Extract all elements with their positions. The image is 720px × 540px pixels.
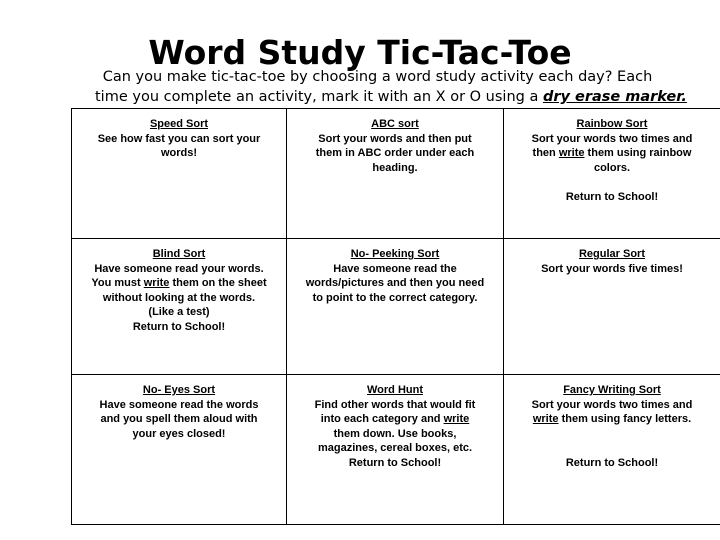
cell-text: without looking at the words. xyxy=(102,291,256,304)
cell-text: heading. xyxy=(372,161,418,174)
cell-text: (Like a test) xyxy=(148,306,210,318)
cell-text: words/pictures and then you need xyxy=(305,277,485,289)
cell-rainbow-sort[interactable] xyxy=(504,109,720,239)
instructions-line-2-text: time you complete an activity, mark it with an X or O using a xyxy=(95,89,543,105)
cell-speed-sort[interactable] xyxy=(72,109,287,239)
write-emphasis: write xyxy=(143,277,170,289)
cell-word-hunt[interactable] xyxy=(287,375,504,525)
cell-text: magazines, cereal boxes, etc. xyxy=(317,442,473,454)
cell-no-eyes-sort[interactable] xyxy=(72,375,287,525)
cell-text xyxy=(510,412,714,427)
return-to-school: Return to School! xyxy=(132,320,226,333)
cell-text: Sort your words two times and xyxy=(531,398,693,411)
write-emphasis: write xyxy=(532,413,559,425)
page-title: Word Study Tic-Tac-Toe xyxy=(148,33,572,72)
return-to-school: Return to School! xyxy=(348,456,442,469)
cell-title: Speed Sort xyxy=(149,118,209,130)
board-row xyxy=(72,239,720,375)
text-fragment: into each category and xyxy=(320,413,444,425)
cell-text: colors. xyxy=(593,161,631,174)
cell-text: Find other words that would fit xyxy=(314,398,476,411)
text-fragment: them using fancy letters. xyxy=(558,413,692,425)
board-row xyxy=(72,109,720,239)
cell-text: your eyes closed! xyxy=(132,427,226,440)
cell-abc-sort[interactable] xyxy=(287,109,504,239)
board-row xyxy=(72,375,720,525)
instructions-line-1: Can you make tic-tac-toe by choosing a word study activity each day? Each xyxy=(102,69,653,85)
cell-regular-sort[interactable] xyxy=(504,239,720,375)
cell-text: to point to the correct category. xyxy=(312,291,478,304)
return-to-school: Return to School! xyxy=(565,456,659,469)
cell-text: Sort your words and then put xyxy=(318,132,472,145)
cell-text xyxy=(510,146,714,161)
dry-erase-marker-emphasis: dry erase marker. xyxy=(542,89,687,105)
cell-text xyxy=(293,412,497,427)
cell-text: them in ABC order under each xyxy=(315,147,475,159)
cell-text: and you spell them aloud with xyxy=(100,413,258,425)
cell-text: Have someone read the xyxy=(333,262,457,275)
cell-text: words! xyxy=(160,147,198,159)
tic-tac-toe-board xyxy=(71,108,720,525)
write-emphasis: write xyxy=(443,413,470,425)
cell-title: No- Eyes Sort xyxy=(142,384,216,396)
cell-title: Fancy Writing Sort xyxy=(563,384,661,396)
cell-text: them down. Use books, xyxy=(333,427,457,440)
return-to-school: Return to School! xyxy=(565,190,659,203)
cell-fancy-writing-sort[interactable] xyxy=(504,375,720,525)
text-fragment: them using rainbow xyxy=(584,147,692,159)
write-emphasis: write xyxy=(558,147,585,159)
cell-text: Have someone read the words xyxy=(99,398,259,411)
text-fragment: them on the sheet xyxy=(169,277,267,289)
cell-text: See how fast you can sort your xyxy=(97,132,261,145)
cell-title: Regular Sort xyxy=(578,248,645,260)
spacer xyxy=(510,427,714,456)
cell-text: Sort your words two times and xyxy=(531,132,693,145)
cell-title: No- Peeking Sort xyxy=(350,248,440,260)
cell-text: Sort your words five times! xyxy=(541,262,683,275)
cell-title: Blind Sort xyxy=(152,248,206,260)
cell-title: Word Hunt xyxy=(366,384,423,396)
cell-blind-sort[interactable] xyxy=(72,239,287,375)
cell-title: ABC sort xyxy=(371,118,419,130)
cell-text xyxy=(78,276,280,291)
cell-no-peeking-sort[interactable] xyxy=(287,239,504,375)
instructions xyxy=(95,67,687,107)
cell-title: Rainbow Sort xyxy=(576,118,648,130)
instructions-line-2 xyxy=(95,87,687,107)
cell-text: Have someone read your words. xyxy=(94,262,264,275)
spacer xyxy=(510,175,714,190)
text-fragment: You must xyxy=(91,277,144,289)
text-fragment: then xyxy=(532,147,559,159)
